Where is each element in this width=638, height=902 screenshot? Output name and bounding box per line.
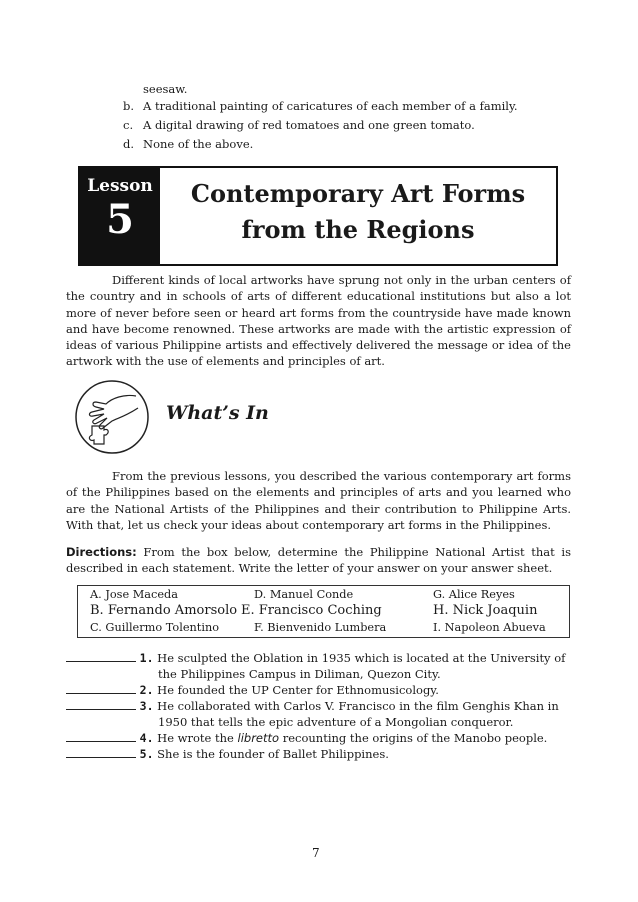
answer-choice: C. Guillermo Tolentino [90, 621, 220, 634]
question-text-post: recounting the origins of the Manobo people. [279, 731, 548, 745]
directions [66, 544, 571, 577]
answer-choices-box [77, 585, 570, 638]
hand-holding-puzzle-piece-icon [72, 378, 152, 456]
intro-paragraph: Different kinds of local artworks have sprung not only in the urban centers of the country and in schools of arts of different educational institutions but also a lot more of never before seen or heard art forms from the countryside have made known and have become renowned. These artworks are made with the artistic expression of ideas of various Philippine artists and effectively delivered the message or idea of the artwork with the use of elements and principles of art. [66, 273, 571, 369]
question-text: He founded the UP Center for Ethnomusicology. [157, 683, 439, 697]
section-paragraph: From the previous lessons, you described the various contemporary art forms of the Philippines based on the elements and principles of arts and you learned who are the National Artists of the Philippines and their contribution to Philippine Arts. With that, let us check your ideas about contemporary art forms in the Philippines. [66, 469, 571, 532]
option-letter: c. [123, 118, 134, 132]
lesson-word: Lesson [87, 176, 153, 196]
question-text: She is the founder of Ballet Philippines. [157, 747, 389, 761]
answer-blank[interactable] [66, 730, 136, 742]
question-4 [66, 730, 547, 746]
answer-blank[interactable] [66, 682, 136, 694]
answer-choice: B. Fernando Amorsolo [90, 603, 238, 618]
question-1 [66, 650, 565, 666]
answer-blank[interactable] [66, 650, 136, 662]
answer-choice: I. Napoleon Abueva [433, 621, 546, 634]
option-b [123, 99, 518, 114]
question-2 [66, 682, 439, 698]
option-text: None of the above. [143, 137, 254, 151]
option-d [123, 137, 253, 152]
answer-blank[interactable] [66, 698, 136, 710]
option-text: A digital drawing of red tomatoes and one green tomato. [143, 118, 475, 132]
answer-choice: A. Jose Maceda [90, 588, 179, 601]
question-text: He sculpted the Oblation in 1935 which is located at the University of [157, 651, 566, 665]
question-3-cont: 1950 that tells the epic adventure of a Mongolian conqueror. [158, 715, 514, 729]
question-number: 2. [139, 683, 154, 697]
answer-choice: H. Nick Joaquin [433, 603, 538, 618]
question-text-pre: He wrote the [157, 731, 238, 745]
question-text-italic: libretto [237, 731, 280, 745]
directions-label: Directions: [66, 545, 137, 559]
option-c [123, 118, 475, 133]
page-number: 7 [312, 846, 320, 860]
option-letter: b. [123, 99, 135, 113]
question-text: He collaborated with Carlos V. Francisco in the film Genghis Khan in [157, 699, 559, 713]
lesson-title-line2: from the Regions [241, 215, 475, 244]
option-text: A traditional painting of caricatures of each member of a family. [143, 99, 518, 113]
lesson-badge [80, 168, 160, 264]
answer-choice: D. Manuel Conde [254, 588, 354, 601]
option-letter: d. [123, 137, 135, 151]
question-3 [66, 698, 559, 714]
question-5 [66, 746, 389, 762]
question-number: 1. [139, 651, 154, 665]
answer-choice: G. Alice Reyes [433, 588, 515, 601]
lesson-title [160, 176, 556, 248]
question-number: 4. [139, 731, 154, 745]
answer-blank[interactable] [66, 746, 136, 758]
question-1-cont: the Philippines Campus in Diliman, Quezon City. [158, 667, 441, 681]
lesson-number: 5 [106, 196, 134, 243]
answer-choice: F. Bienvenido Lumbera [254, 621, 387, 634]
question-number: 5. [139, 747, 154, 761]
section-title: What’s In [166, 402, 269, 424]
option-a-continued: seesaw. [143, 82, 188, 96]
directions-text: From the box below, determine the Philippine National Artist that is described in each statement. Write the letter of your answer on your answer sheet. [66, 545, 571, 576]
question-number: 3. [139, 699, 154, 713]
answer-choice: E. Francisco Coching [241, 603, 382, 618]
lesson-title-line1: Contemporary Art Forms [190, 179, 526, 208]
